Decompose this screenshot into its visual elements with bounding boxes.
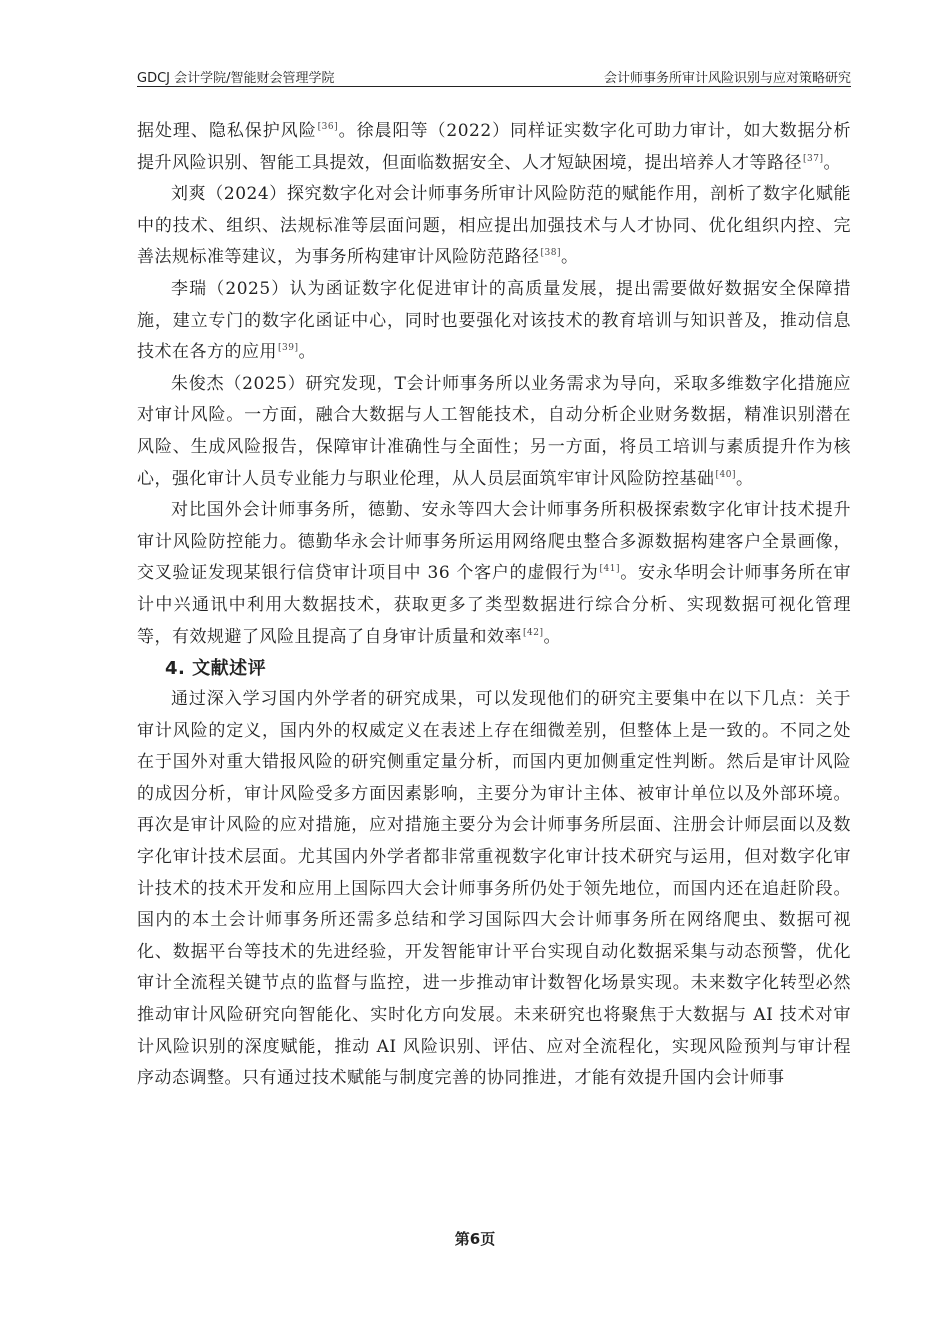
paragraph-2: 刘爽（2024）探究数字化对会计师事务所审计风险防范的赋能作用，剖析了数字化赋能中的技术、组织、法规标准等层面问题，相应提出加强技术与人才协同、优化组织内控、完善法规标准等建议，为事务所构建审计风险防范路径[38]。: [137, 184, 851, 268]
paragraph-5: 对比国外会计师事务所，德勤、安永等四大会计师事务所积极探索数字化审计技术提升审计风险防控能力。德勤华永会计师事务所运用网络爬虫整合多源数据构建客户全景画像，交叉验证发现某银行信贷审计项目中 36 个客户的虚假行为[41]。安永华明会计师事务所在审计中兴通讯中利用大数据技术，获取更多了类型数据进行综合分析、实现数据可视化管理等，有效规避了风险且提高了自身审计质量和效率[42]。: [137, 500, 851, 647]
citation: [41]: [599, 564, 620, 575]
citation: [39]: [278, 343, 299, 354]
page-header: [137, 64, 851, 87]
citation: [42]: [523, 627, 544, 638]
page-body: [137, 116, 851, 1095]
review-paragraph: 通过深入学习国内外学者的研究成果，可以发现他们的研究主要集中在以下几点：关于审计风险的定义，国内外的权威定义在表述上存在细微差别，但整体上是一致的。不同之处在于国外对重大错报风险的研究侧重定量分析，而国内更加侧重定性判断。然后是审计风险的成因分析，审计风险受多方面因素影响，主要分为审计主体、被审计单位以及外部环境。再次是审计风险的应对措施，应对措施主要分为会计师事务所层面、注册会计师层面以及数字化审计技术层面。尤其国内外学者都非常重视数字化审计技术研究与运用，但对数字化审计技术的技术开发和应用上国际四大会计师事务所仍处于领先地位，而国内还在追赶阶段。国内的本土会计师事务所还需多总结和学习国际四大会计师事务所在网络爬虫、数据可视化、数据平台等技术的先进经验，开发智能审计平台实现自动化数据采集与动态预警，优化审计全流程关键节点的监督与监控，进一步推动审计数智化场景实现。未来数字化转型必然推动审计风险研究向智能化、实时化方向发展。未来研究也将聚焦于大数据与 AI 技术对审计风险识别的深度赋能，推动 AI 风险识别、评估、应对全流程化，实现风险预判与审计程序动态调整。只有通过技术赋能与制度完善的协同推进，才能有效提升国内会计师事: [137, 689, 851, 1089]
citation: [38]: [540, 248, 561, 259]
paragraph-1: 据处理、隐私保护风险[36]。徐晨阳等（2022）同样证实数字化可助力审计，如大数据分析提升风险识别、智能工具提效，但面临数据安全、人才短缺困境，提出培养人才等路径[37]。: [137, 121, 852, 173]
section-heading: 4. 文献述评: [165, 658, 267, 680]
citation: [37]: [803, 153, 824, 164]
paragraph-4: 朱俊杰（2025）研究发现，T会计师事务所以业务需求为导向，采取多维数字化措施应对审计风险。一方面，融合大数据与人工智能技术，自动分析企业财务数据，精准识别潜在风险、生成风险报告，保障审计准确性与全面性；另一方面，将员工培训与素质提升作为核心，强化审计人员专业能力与职业伦理，从人员层面筑牢审计风险防控基础[40]。: [137, 373, 851, 489]
page-number: 第6页: [454, 1230, 496, 1248]
citation: [40]: [715, 469, 736, 480]
citation: [36]: [317, 122, 339, 132]
header-institution: GDCJ 会计学院/智能财会管理学院: [137, 71, 335, 86]
header-thesis-title: 会计师事务所审计风险识别与应对策略研究: [603, 71, 851, 86]
paragraph-3: 李瑞（2025）认为函证数字化促进审计的高质量发展，提出需要做好数据安全保障措施，建立专门的数字化函证中心，同时也要强化对该技术的教育培训与知识普及，推动信息技术在各方的应用[39]。: [137, 278, 851, 363]
